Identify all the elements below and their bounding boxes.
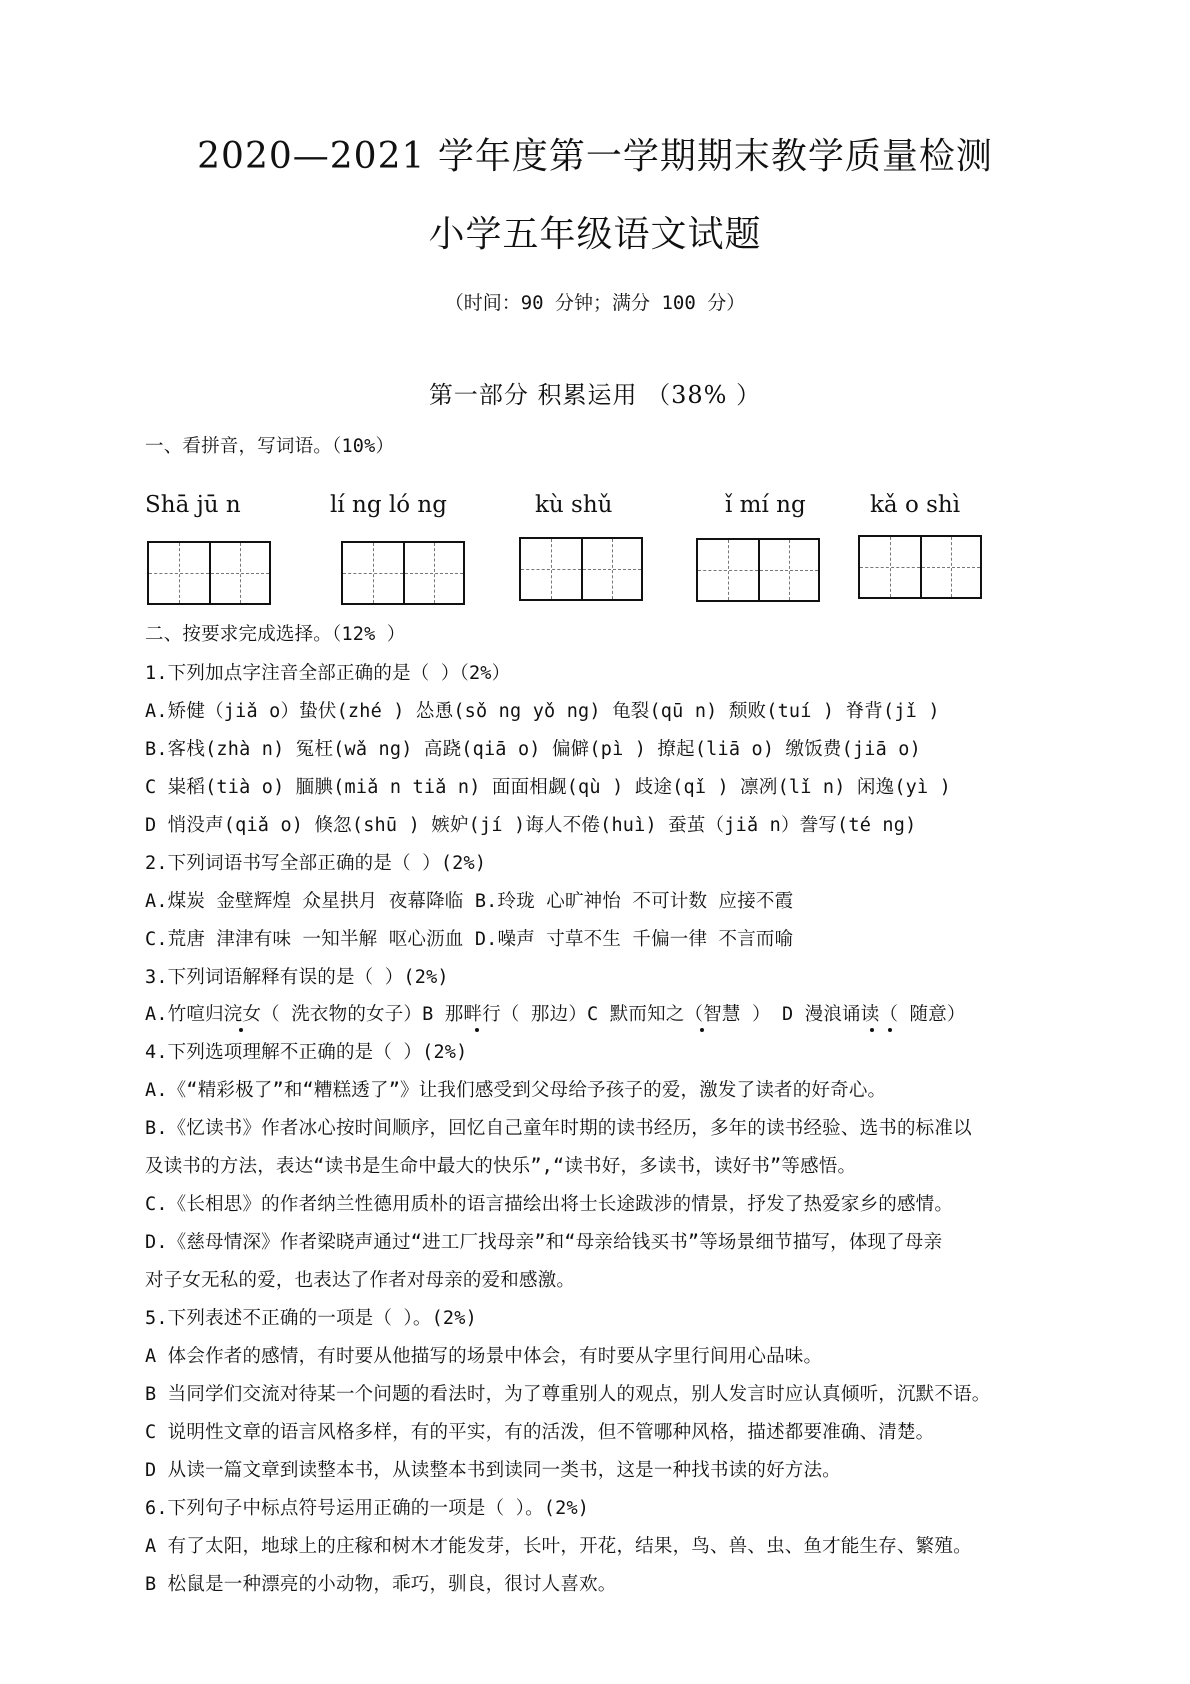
question-line: A 有了太阳，地球上的庄稼和树木才能发芽，长叶，开花，结果，鸟、兽、虫、鱼才能生存、繁殖。 (145, 1536, 972, 1557)
grid-cell[interactable] (209, 543, 269, 603)
exam-meta: （时间：90 分钟；满分 100 分） (444, 292, 746, 314)
question-line: D.《慈母情深》作者梁晓声通过“进工厂找母亲”和“母亲给钱买书”等场景细节描写，体现了母亲 (145, 1232, 943, 1253)
question-line: A 体会作者的感情，有时要从他描写的场景中体会，有时要从字里行间用心品味。 (145, 1346, 823, 1367)
writing-grid-1[interactable] (147, 541, 271, 605)
pinyin-4: ǐ mí ng (725, 492, 806, 518)
question-line: B.《忆读书》作者冰心按时间顺序，回忆自己童年时期的读书经历，多年的读书经验、选书的标准以 (145, 1118, 972, 1139)
writing-grid-3[interactable] (519, 537, 643, 601)
part-heading: 第一部分 积累运用 （38% ） (428, 381, 762, 409)
section1-heading: 一、看拼音，写词语。（10%） (145, 436, 395, 457)
emphasis-dot (888, 1028, 892, 1032)
grid-cell[interactable] (403, 543, 463, 603)
grid-cell[interactable] (698, 540, 758, 600)
grid-cell[interactable] (860, 537, 920, 597)
grid-cell[interactable] (149, 543, 209, 603)
question-line: C 粜稻(tià o) 腼腆(miǎ n tiǎ n) 面面相觑(qù ) 歧途(qǐ ) 凛冽(lǐ n) 闲逸(yì ) (145, 777, 952, 798)
question-line: 6.下列句子中标点符号运用正确的一项是（ ）。(2%) (145, 1498, 590, 1519)
grid-cell[interactable] (920, 537, 980, 597)
grid-cell[interactable] (758, 540, 818, 600)
question-line: B 当同学们交流对待某一个问题的看法时，为了尊重别人的观点，别人发言时应认真倾听，沉默不语。 (145, 1384, 991, 1405)
question-line: C.荒唐 津津有味 一知半解 呕心沥血 D.噪声 寸草不生 千偏一律 不言而喻 (145, 929, 794, 950)
emphasis-dot (239, 1028, 243, 1032)
question-line: 3.下列词语解释有误的是（ ）(2%) (145, 967, 449, 988)
writing-grid-2[interactable] (341, 541, 465, 605)
emphasis-dot (475, 1028, 479, 1032)
question-line: 对子女无私的爱，也表达了作者对母亲的爱和感激。 (145, 1270, 576, 1291)
pinyin-2: lí ng ló ng (330, 492, 447, 518)
question-line: D 悄没声(qiǎ o) 倏忽(shū ) 嫉妒(jí )诲人不倦(huì) 蚕茧（jiǎ n）誊写(té ng) (145, 815, 917, 836)
question-line: B 松鼠是一种漂亮的小动物，乖巧，驯良，很讨人喜欢。 (145, 1574, 617, 1595)
question-line: D 从读一篇文章到读整本书，从读整本书到读同一类书，这是一种找书读的好方法。 (145, 1460, 841, 1481)
pinyin-5: kǎ o shì (870, 492, 961, 518)
writing-grid-5[interactable] (858, 535, 982, 599)
question-line: 4.下列选项理解不正确的是（ ）(2%) (145, 1042, 468, 1063)
emphasis-dot (700, 1028, 704, 1032)
grid-cell[interactable] (521, 539, 581, 599)
question-line: 及读书的方法，表达“读书是生命中最大的快乐”,“读书好，多读书，读好书”等感悟。 (145, 1156, 857, 1177)
pinyin-3: kù shǔ (535, 492, 613, 518)
writing-grid-4[interactable] (696, 538, 820, 602)
section2-heading: 二、按要求完成选择。（12% ） (145, 624, 406, 645)
question-line: C 说明性文章的语言风格多样，有的平实，有的活泼，但不管哪种风格，描述都要准确、清楚。 (145, 1422, 935, 1443)
emphasis-dot (870, 1028, 874, 1032)
question-line: 5.下列表述不正确的一项是（ ）。(2%) (145, 1308, 477, 1329)
question-line: A.《“精彩极了”和“糟糕透了”》让我们感受到父母给予孩子的爱，激发了读者的好奇心。 (145, 1080, 887, 1101)
grid-cell[interactable] (581, 539, 641, 599)
grid-cell[interactable] (343, 543, 403, 603)
question-line: 2.下列词语书写全部正确的是（ ）(2%) (145, 853, 487, 874)
question-line: 1.下列加点字注音全部正确的是（ ）（2%） (145, 663, 511, 684)
exam-subtitle: 小学五年级语文试题 (428, 214, 762, 255)
question-line: C.《长相思》的作者纳兰性德用质朴的语言描绘出将士长途跋涉的情景，抒发了热爱家乡的感情。 (145, 1194, 954, 1215)
exam-title: 2020—2021 学年度第一学期期末教学质量检测 (197, 136, 993, 177)
question-line: B.客栈(zhà n) 冤枉(wǎ ng) 高跷(qiā o) 偏僻(pì ) 撩起(liā o) 缴饭费(jiā o) (145, 739, 921, 760)
question-line: A.矫健（jiǎ o）蛰伏(zhé ) 怂恿(sǒ ng yǒ ng) 龟裂(qū n) 颓败(tuí ) 脊背(jǐ ) (145, 701, 940, 722)
pinyin-1: Shā jū n (145, 492, 241, 518)
question-line: A.煤炭 金壁辉煌 众星拱月 夜幕降临 B.玲珑 心旷神怡 不可计数 应接不霞 (145, 891, 794, 912)
question-line: A.竹喧归浣女（ 洗衣物的女子）B 那畔行（ 那边）C 默而知之（智慧 ） D 漫浪诵读（ 随意） (145, 1004, 966, 1025)
